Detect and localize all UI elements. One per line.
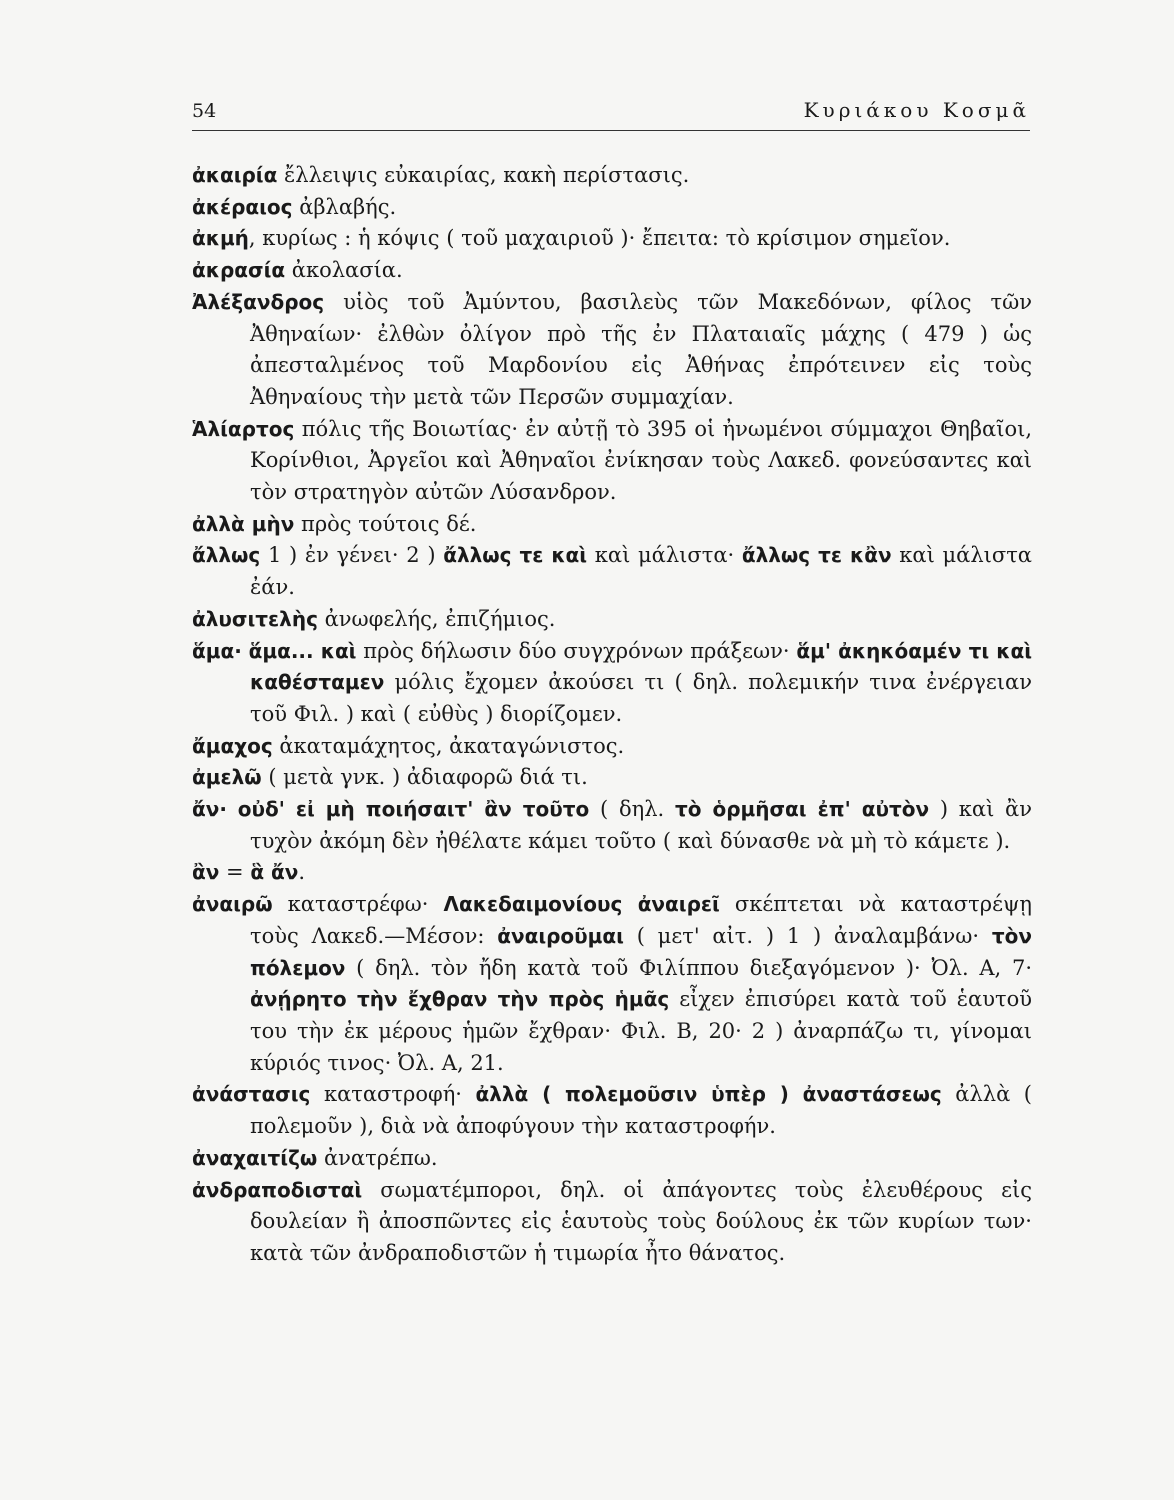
entry <box>192 223 1032 255</box>
entry <box>192 794 1032 857</box>
headword: ἀλυσιτελὴς <box>192 606 318 631</box>
definition: μόλις ἔχομεν ἀκούσει τι ( δηλ. πολεμικήν τινα ἐνέργειαν τοῦ Φιλ. ) καὶ ( εὐθὺς ) διορίζομεν. <box>250 670 1032 726</box>
definition: ἀνατρέπω. <box>317 1145 438 1170</box>
entry <box>192 192 1032 224</box>
definition: ) καὶ ἂν τυχὸν ἀκόμη δὲν ἠθέλατε κάμει τοῦτο ( καὶ δύνασθε νὰ μὴ τὸ κάμετε ). <box>250 797 1032 853</box>
headword: ἀλλὰ μὴν <box>192 511 295 536</box>
definition: πόλις τῆς Βοιωτίας· ἐν αὐτῇ τὸ 395 οἱ ἠνωμένοι σύμμαχοι Θηβαῖοι, Κορίνθιοι, Ἀργεῖοι καὶ Ἀθηναῖοι ἐνίκησαν τοὺς Λακεδ. φονεύσαντες καὶ τὸν στρατηγὸν αὐτῶν Λύσανδρον. <box>250 416 1032 505</box>
entry <box>192 762 1032 794</box>
definition: ( μετ' αἰτ. ) 1 ) ἀναλαμβάνω· <box>623 923 992 948</box>
running-title: Κυριάκου Κοσμᾶ <box>803 98 1030 122</box>
headword: ἀνάστασις <box>192 1082 311 1107</box>
entry <box>192 509 1032 541</box>
definition: υἱὸς τοῦ Ἀμύντου, βασιλεὺς τῶν Μακεδόνων, φίλος τῶν Ἀθηναίων· ἐλθὼν ὀλίγον πρὸ τῆς ἐν Πλαταιαῖς μάχης ( 479 ) ὡς ἀπεσταλμένος τοῦ Μαρδονίου εἰς Ἀθήνας ἐπρότεινεν εἰς τοὺς Ἀθηναίους τὴν μετὰ τῶν Περσῶν συμμαχίαν. <box>250 289 1032 409</box>
headword: Ἁλίαρτος <box>192 416 295 441</box>
entry <box>192 1175 1032 1270</box>
definition: πρὸς δήλωσιν δύο συγχρόνων πράξεων· <box>356 638 797 663</box>
page-number: 54 <box>192 100 217 122</box>
headword: ἀκαιρία <box>192 163 278 187</box>
entry <box>192 540 1032 603</box>
definition: καὶ μάλιστα· <box>587 543 742 568</box>
definition <box>242 639 249 663</box>
bold-phrase: ἄλλως τε κἂν <box>741 543 892 568</box>
definition: ἔλλειψις εὐκαιρίας, κακὴ περίστασις. <box>277 163 690 187</box>
entry <box>192 857 1032 889</box>
entry <box>192 414 1032 509</box>
definition: καταστροφή· <box>310 1082 476 1107</box>
definition: σκέπτεται νὰ καταστρέψῃ τοὺς Λακεδ.—Μέσον: <box>250 892 1032 948</box>
definition: ἀκαταμάχητος, ἀκαταγώνιστος. <box>272 733 625 758</box>
headword: ἀκέραιος <box>192 194 293 219</box>
bold-phrase: ἄλλως τε καὶ <box>443 543 588 568</box>
headword: ἄλλως <box>192 543 261 568</box>
bold-phrase: ἅμ' ἀκηκόαμέν τι καὶ καθέσταμεν <box>250 638 1032 695</box>
entry <box>192 287 1032 414</box>
bold-phrase: ἀνῄρητο τὴν ἔχθραν τὴν πρὸς ἡμᾶς <box>250 987 670 1012</box>
bold-phrase: ἅμα... καὶ <box>248 638 357 663</box>
definition <box>227 797 238 821</box>
headword: ἄν· <box>192 797 227 822</box>
glossary-entries <box>192 160 1032 1270</box>
bold-phrase: ἀλλὰ ( πολεμοῦσιν ὑπὲρ ) ἀναστάσεως <box>475 1082 942 1107</box>
entry <box>192 1143 1032 1175</box>
bold-phrase: Λακεδαιμονίους ἀναιρεῖ <box>443 892 720 917</box>
entry <box>192 604 1032 636</box>
entry <box>192 1079 1032 1142</box>
headword: ἀμελῶ <box>192 765 262 790</box>
definition: καταστρέφω· <box>272 892 444 917</box>
definition: εἶχεν ἐπισύρει κατὰ τοῦ ἑαυτοῦ του τὴν ἐκ μέρους ἡμῶν ἔχθραν· Φιλ. Β, 20· 2 ) ἀναρπάζω τι, γίνομαι κύριός τινος· Ὀλ. Α, 21. <box>250 987 1032 1075</box>
definition: ἀκολασία. <box>285 258 403 283</box>
entry <box>192 889 1032 1079</box>
bold-phrase: τὸν πόλεμον <box>250 923 1033 980</box>
bold-phrase: ἀναιροῦμαι <box>497 923 624 948</box>
definition: σωματέμποροι, δηλ. οἱ ἀπάγοντες τοὺς ἐλευθέρους εἰς δουλείαν ἢ ἀποσπῶντες εἰς ἑαυτοὺς τοὺς δούλους ἐκ τῶν κυρίων των· κατὰ τῶν ἀνδραποδιστῶν ἡ τιμωρία ἦτο θάνατος. <box>250 1177 1032 1265</box>
definition: ( δηλ. τὸν ἤδη κατὰ τοῦ Φιλίππου διεξαγόμενον )· Ὀλ. Α, 7· <box>345 955 1032 980</box>
definition: = <box>219 860 251 885</box>
definition: ἀλλὰ ( πολεμοῦν ), διὰ νὰ ἀποφύγουν τὴν καταστροφήν. <box>250 1082 1032 1139</box>
entry <box>192 636 1032 731</box>
headword: ἀνδραποδισταὶ <box>192 1177 363 1202</box>
definition: . <box>298 860 306 885</box>
bold-phrase: ἃ ἄν <box>250 860 299 885</box>
entry <box>192 255 1032 287</box>
page-header <box>192 96 1030 131</box>
headword: ἅμα· <box>192 638 242 663</box>
headword: ἀκμή <box>192 226 249 251</box>
headword: ἀναχαιτίζω <box>192 1145 318 1170</box>
headword: Ἀλέξανδρος <box>192 289 325 314</box>
definition: πρὸς τούτοις δέ. <box>294 511 477 536</box>
definition: ἀβλαβής. <box>292 194 397 219</box>
headword: ἂν <box>192 860 220 885</box>
headword: ἀκρασία <box>192 258 286 283</box>
bold-phrase: τὸ ὁρμῆσαι ἐπ' αὐτὸν <box>674 797 930 822</box>
headword: ἄμαχος <box>192 733 273 758</box>
definition: ( μετὰ γνκ. ) ἀδιαφορῶ διά τι. <box>261 765 588 790</box>
entry <box>192 160 1032 192</box>
entry <box>192 731 1032 763</box>
definition: ἀνωφελής, ἐπιζήμιος. <box>317 606 556 631</box>
definition: ( δηλ. <box>589 797 675 822</box>
definition: καὶ μάλιστα ἐάν. <box>250 543 1032 600</box>
definition: , κυρίως : ἡ κόψις ( τοῦ μαχαιριοῦ )· ἔπειτα: τὸ κρίσιμον σημεῖον. <box>248 226 951 251</box>
headword: ἀναιρῶ <box>192 892 273 917</box>
bold-phrase: οὐδ' εἰ μὴ ποιήσαιτ' ἂν τοῦτο <box>237 797 590 822</box>
definition: 1 ) ἐν γένει· 2 ) <box>260 543 444 568</box>
